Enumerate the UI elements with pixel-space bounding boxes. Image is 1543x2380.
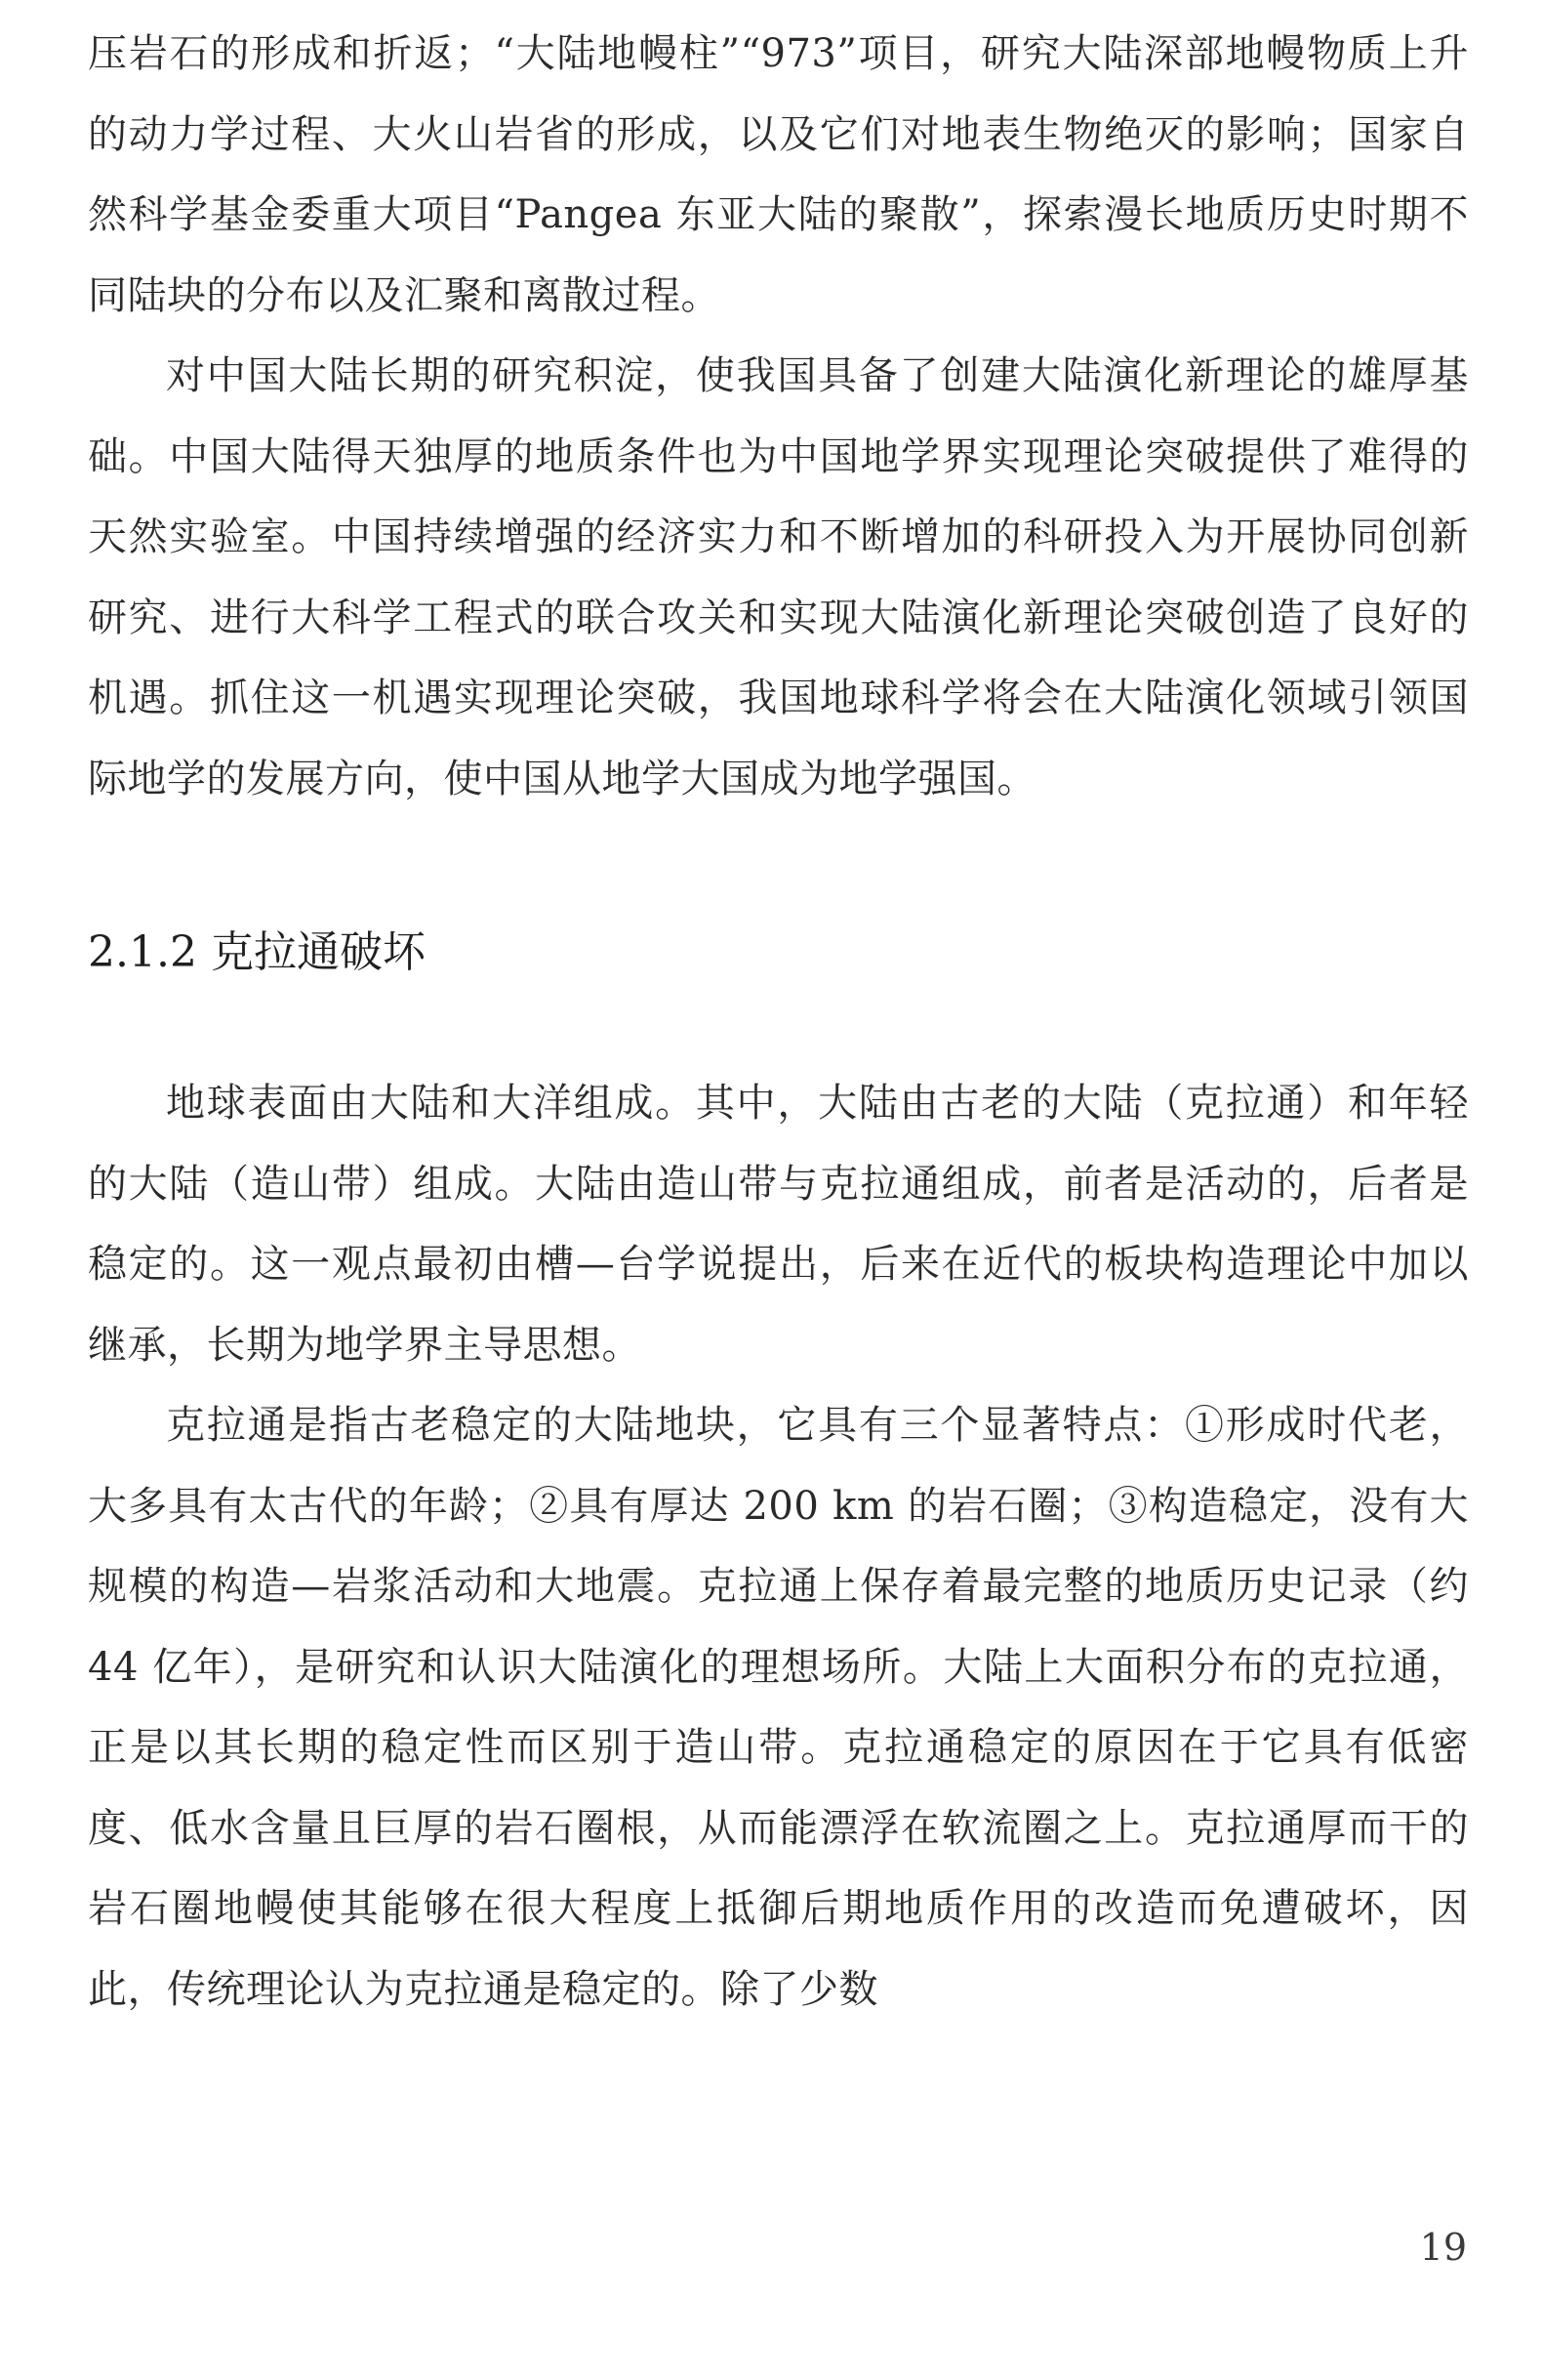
paragraph-earth-surface: 地球表面由大陆和大洋组成。其中，大陆由古老的大陆（克拉通）和年轻的大陆（造山带）组成。大陆由造山带与克拉通组成，前者是活动的，后者是稳定的。这一观点最初由槽—台学说提出，后来在近代的板块构造理论中加以继承，长期为地学界主导思想。 <box>88 1081 1469 1368</box>
page-number: 19 <box>1419 2226 1467 2269</box>
paragraph-continuation: 压岩石的形成和折返；“大陆地幔柱”“973”项目，研究大陆深部地幔物质上升的动力学过程、大火山岩省的形成，以及它们对地表生物绝灭的影响；国家自然科学基金委重大项目“Pangea 东亚大陆的聚散”，探索漫长地质历史时期不同陆块的分布以及汇聚和离散过程。 <box>88 31 1469 318</box>
paragraph-research-foundation: 对中国大陆长期的研究积淀，使我国具备了创建大陆演化新理论的雄厚基础。中国大陆得天独厚的地质条件也为中国地学界实现理论突破提供了难得的天然实验室。中国持续增强的经济实力和不断增加的科研投入为开展协同创新研究、进行大科学工程式的联合攻关和实现大陆演化新理论突破创造了良好的机遇。抓住这一机遇实现理论突破，我国地球科学将会在大陆演化领域引领国际地学的发展方向，使中国从地学大国成为地学强国。 <box>88 353 1469 801</box>
page-body <box>88 14 1469 2030</box>
paragraph-craton-definition: 克拉通是指古老稳定的大陆地块，它具有三个显著特点：①形成时代老，大多具有太古代的年龄；②具有厚达 200 km 的岩石圈；③构造稳定，没有大规模的构造—岩浆活动和大地震。克拉通上保存着最完整的地质历史记录（约 44 亿年），是研究和认识大陆演化的理想场所。大陆上大面积分布的克拉通，正是以其长期的稳定性而区别于造山带。克拉通稳定的原因在于它具有低密度、低水含量且巨厚的岩石圈根，从而能漂浮在软流圈之上。克拉通厚而干的岩石圈地幔使其能够在很大程度上抵御后期地质作用的改造而免遭破坏，因此，传统理论认为克拉通是稳定的。除了少数 <box>88 1403 1469 2012</box>
section-heading: 2.1.2 克拉通破坏 <box>88 927 426 977</box>
